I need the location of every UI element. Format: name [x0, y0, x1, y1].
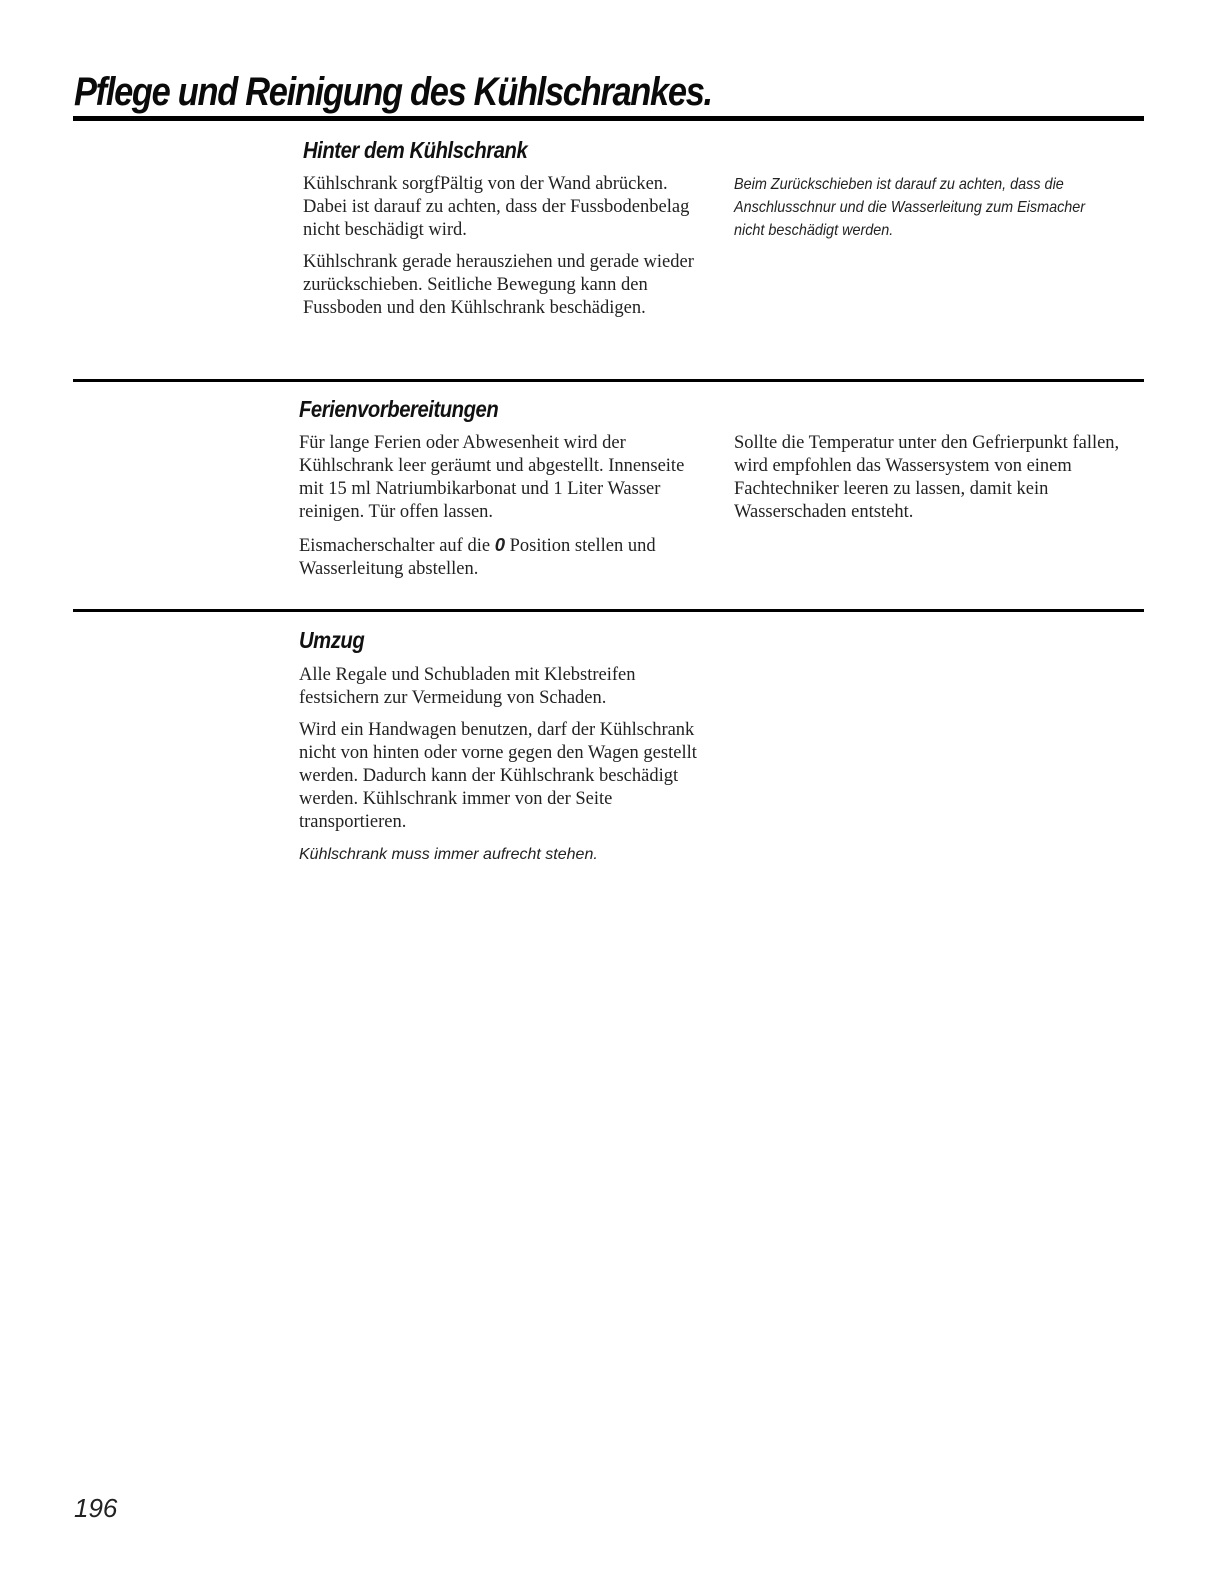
section-heading-ferienvorbereitungen: Ferienvorbereitungen — [299, 396, 499, 422]
paragraph: Alle Regale und Schubladen mit Klebstreifen festsichern zur Vermeidung von Schaden. — [299, 665, 636, 708]
section-heading-umzug: Umzug — [299, 627, 365, 653]
switch-position-zero: 0 — [494, 534, 505, 555]
page-number: 196 — [74, 1493, 118, 1523]
section-body-hinter-dem-kuehlschrank — [303, 173, 713, 329]
section-body-ferienvorbereitungen — [299, 432, 709, 590]
section-body-umzug — [299, 664, 709, 866]
section-divider — [73, 609, 1144, 612]
page-title: Pflege und Reinigung des Kühlschrankes. — [74, 70, 712, 114]
paragraph-gefrierpunkt: Sollte die Temperatur unter den Gefrierpunkt fallen, wird empfohlen das Wassersystem von einem Fachtechniker leeren zu lassen, damit kein Wasserschaden entsteht. — [734, 433, 1120, 522]
paragraph: Kühlschrank sorgfPältig von der Wand abrücken. Dabei ist darauf zu achten, dass der Fussbodenbelag nicht beschädigt wird. — [303, 174, 690, 240]
side-note-zurueckschieben: Beim Zurückschieben ist darauf zu achten, dass die Anschlusschnur und die Wasserleitung zum Eismacher nicht beschädigt werden. — [734, 176, 1086, 239]
paragraph: Kühlschrank gerade herausziehen und gerade wieder zurückschieben. Seitliche Bewegung kann den Fussboden und den Kühlschrank beschädigen. — [303, 252, 694, 318]
section-divider — [73, 379, 1144, 382]
note-aufrecht: Kühlschrank muss immer aufrecht stehen. — [299, 846, 598, 863]
paragraph-eismacherschalter — [299, 533, 709, 581]
paragraph: Für lange Ferien oder Abwesenheit wird der Kühlschrank leer geräumt und abgestellt. Innenseite mit 15 ml Natriumbikarbonat und 1 Liter Wasser reinigen. Tür offen lassen. — [299, 433, 685, 522]
section-body-ferienvorbereitungen-right — [734, 432, 1144, 533]
paragraph-text: Eismacherschalter auf die — [299, 536, 491, 556]
paragraph-text: Position stellen und Wasserleitung abstellen. — [299, 536, 656, 579]
paragraph: Wird ein Handwagen benutzen, darf der Kühlschrank nicht von hinten oder vorne gegen den Wagen gestellt werden. Dadurch kann der Kühlschrank beschädigt werden. Kühlschrank immer von der Seite transportieren. — [299, 720, 697, 832]
section-heading-hinter-dem-kuehlschrank: Hinter dem Kühlschrank — [303, 137, 528, 163]
title-divider — [73, 116, 1144, 121]
